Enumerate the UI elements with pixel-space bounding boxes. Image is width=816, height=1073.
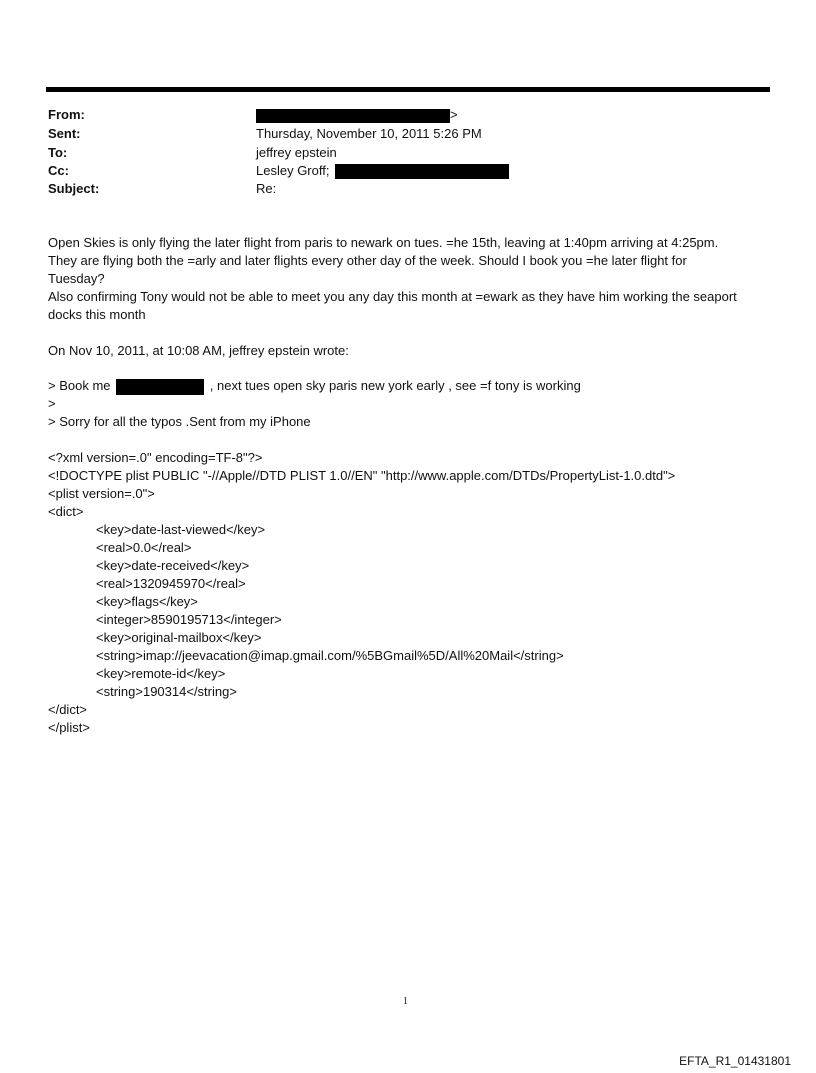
- quote-prefix: > Book me: [48, 378, 111, 393]
- body-line: Open Skies is only flying the later flight from paris to newark on tues. =he 15th, leaving at 1:40pm arriving at 4:25pm.: [48, 235, 719, 250]
- header-rule: [46, 87, 770, 92]
- plist-line: <string>190314</string>: [96, 684, 237, 699]
- plist-line: <key>date-last-viewed</key>: [96, 522, 266, 537]
- plist-line: <real>0.0</real>: [96, 540, 192, 555]
- cc-text: Lesley Groff;: [256, 163, 330, 178]
- page-number: 1: [403, 996, 408, 1007]
- to-label: To:: [48, 145, 68, 160]
- quote-intro: On Nov 10, 2011, at 10:08 AM, jeffrey epstein wrote:: [48, 343, 349, 358]
- quote-line: >: [48, 396, 56, 411]
- document-id: EFTA_R1_01431801: [679, 1054, 791, 1068]
- quote-line: > Sorry for all the typos .Sent from my iPhone: [48, 414, 311, 429]
- plist-line: </dict>: [48, 702, 88, 717]
- plist-line: <key>flags</key>: [96, 594, 198, 609]
- plist-line: <plist version=.0">: [48, 486, 155, 501]
- plist-line: <dict>: [48, 504, 84, 519]
- quote-line: [48, 377, 581, 395]
- body-line: They are flying both the =arly and later flights every other day of the week. Should I book you =he later flight for: [48, 253, 687, 268]
- to-value: jeffrey epstein: [256, 145, 337, 160]
- from-suffix: >: [450, 107, 458, 122]
- plist-line: <!DOCTYPE plist PUBLIC "-//Apple//DTD PLIST 1.0//EN" "http://www.apple.com/DTDs/PropertyList-1.0.dtd">: [48, 468, 676, 483]
- body-line: docks this month: [48, 307, 146, 322]
- subject-value: Re:: [256, 181, 277, 196]
- redaction-block: [116, 379, 204, 395]
- plist-line: <key>date-received</key>: [96, 558, 250, 573]
- quote-suffix: , next tues open sky paris new york early , see =f tony is working: [209, 378, 581, 393]
- plist-line: <string>imap://jeevacation@imap.gmail.com/%5BGmail%5D/All%20Mail</string>: [96, 648, 564, 663]
- plist-line: <integer>8590195713</integer>: [96, 612, 282, 627]
- body-line: Tuesday?: [48, 271, 105, 286]
- body-line: Also confirming Tony would not be able to meet you any day this month at =ewark as they have him working the seaport: [48, 289, 737, 304]
- plist-line: <key>original-mailbox</key>: [96, 630, 262, 645]
- from-value: [256, 107, 458, 123]
- cc-value: [256, 163, 509, 179]
- from-label: From:: [48, 107, 85, 122]
- plist-line: <real>1320945970</real>: [96, 576, 246, 591]
- plist-line: <?xml version=.0" encoding=TF-8"?>: [48, 450, 263, 465]
- cc-label: Cc:: [48, 163, 69, 178]
- redaction-block: [335, 164, 509, 179]
- subject-label: Subject:: [48, 181, 100, 196]
- plist-line: <key>remote-id</key>: [96, 666, 226, 681]
- sent-label: Sent:: [48, 126, 81, 141]
- sent-value: Thursday, November 10, 2011 5:26 PM: [256, 126, 482, 141]
- plist-line: </plist>: [48, 720, 90, 735]
- redaction-block: [256, 109, 450, 123]
